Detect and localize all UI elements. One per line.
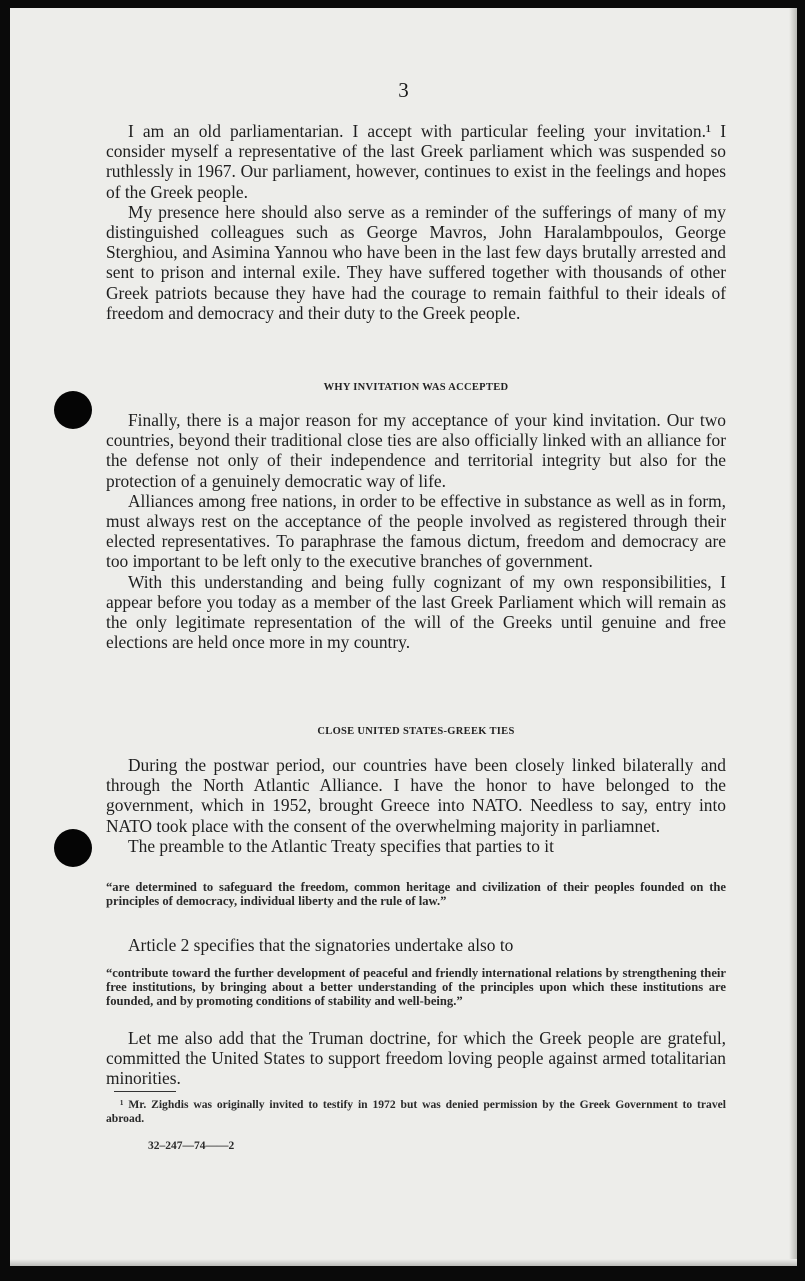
- paragraph: I am an old parliamentarian. I accept with particular feeling your invitation.¹ I consider myself a representative of the last Greek parliament which was suspended so ruthlessly in 1967. Our parliament, however, continues to exist in the feelings and hopes of the Greek people.: [106, 121, 726, 202]
- paragraph: Article 2 specifies that the signatories undertake also to: [128, 935, 514, 955]
- footnote-rule: [114, 1091, 176, 1092]
- punch-hole: [54, 391, 92, 429]
- treaty-preamble-quote: “are determined to safeguard the freedom, common heritage and civilization of their peoples founded on the principles of democracy, individual liberty and the rule of law.”: [106, 880, 726, 909]
- invitation-section: [106, 410, 726, 652]
- paragraph: With this understanding and being fully cognizant of my own responsibilities, I appear before you today as a member of the last Greek Parliament which will remain as the only legitimate representation of the will of the Greeks until genuine and free elections are held once more in my country.: [106, 571, 726, 653]
- article-2-quote: “contribute toward the further development of peaceful and friendly international relations by strengthening their free institutions, by bringing about a better understanding of the principles upon which these institutions are founded, and by promoting conditions of stability and well-being.”: [106, 966, 726, 1009]
- document-page: [10, 8, 797, 1266]
- intro-section: [106, 121, 726, 323]
- heading-why-invitation: [106, 382, 726, 393]
- paragraph: The preamble to the Atlantic Treaty specifies that parties to it: [128, 835, 554, 856]
- punch-hole: [54, 829, 92, 867]
- ties-section: [106, 755, 726, 856]
- page-number: 3: [398, 78, 409, 102]
- section-heading: WHY INVITATION WAS ACCEPTED: [323, 382, 509, 393]
- heading-close-ties: [106, 726, 726, 737]
- paragraph: My presence here should also serve as a reminder of the sufferings of many of my distinguished colleagues such as George Mavros, John Haralambpoulos, George Sterghiou, and Asimina Yannou who have been in the last few days brutally arrested and sent to prison and internal exile. They have suffered together with thousands of other Greek patriots because they have had the courage to remain faithful to their ideals of freedom and democracy and their duty to the Greek people.: [106, 201, 726, 323]
- paragraph: Let me also add that the Truman doctrine, for which the Greek people are grateful, committed the United States to support freedom loving people against armed totalitarian minorities.: [106, 1028, 726, 1089]
- print-code-text: 32–247—74——2: [148, 1140, 235, 1152]
- paragraph: Alliances among free nations, in order to be effective in substance as well as in form, must always rest on the acceptance of the people involved as registered through their elected representatives. To paraphrase the famous dictum, freedom and democracy are too important to be left only to the executive branches of government.: [106, 490, 726, 572]
- quote-block: [106, 966, 726, 1009]
- page-edge-shadow: [789, 8, 797, 1266]
- paragraph: Finally, there is a major reason for my acceptance of your kind invitation. Our two countries, beyond their traditional close ties are also officially linked with an alliance for the defense not only of their independence and territorial integrity but also for the protection of a genuinely democratic way of life.: [106, 410, 726, 491]
- article-2-intro: [106, 935, 726, 955]
- page-edge-shadow: [10, 1259, 797, 1266]
- footnote-section: [106, 1098, 726, 1125]
- truman-section: [106, 1028, 726, 1089]
- footnote: ¹ Mr. Zighdis was originally invited to testify in 1972 but was denied permission by the Greek Government to travel abroad.: [106, 1098, 726, 1125]
- print-code: [148, 1136, 234, 1154]
- quote-block: [106, 880, 726, 908]
- section-heading: CLOSE UNITED STATES-GREEK TIES: [317, 726, 515, 737]
- paragraph: During the postwar period, our countries have been closely linked bilaterally and through the North Atlantic Alliance. I have the honor to have belonged to the government, which in 1952, brought Greece into NATO. Needless to say, entry into NATO took place with the consent of the overwhelming majority in parliamnet.: [106, 755, 726, 836]
